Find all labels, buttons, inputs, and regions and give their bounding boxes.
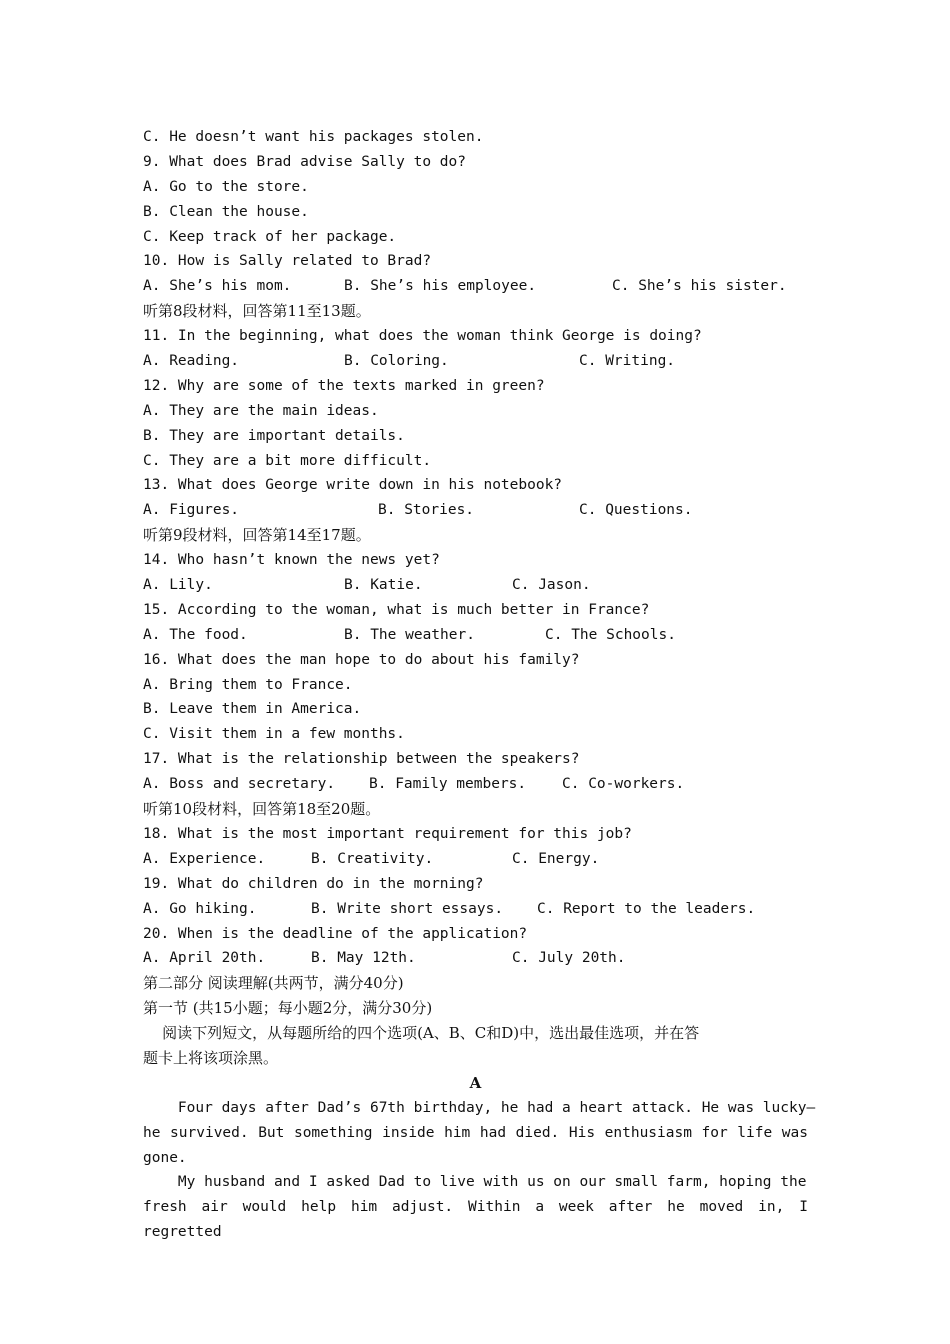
option-line: C. They are a bit more difficult. [143, 452, 432, 469]
section-heading: 听第9段材料，回答第14至17题。 [143, 526, 371, 545]
option-a: A. Experience. [143, 850, 266, 867]
option-a: A. The food. [143, 626, 248, 643]
option-a: A. Lily. [143, 577, 213, 594]
option-b: B. She’s his employee. [344, 278, 537, 295]
question-15: 15. According to the woman, what is much better in France? [143, 601, 650, 618]
option-line: A. Go to the store. [143, 178, 309, 195]
part-heading: 第二部分 阅读理解(共两节，满分40分) [143, 974, 404, 993]
option-line: C. He doesn’t want his packages stolen. [143, 129, 484, 145]
section-heading: 听第10段材料，回答第18至20题。 [143, 800, 381, 819]
options-row [143, 897, 808, 922]
question-10: 10. How is Sally related to Brad? [143, 253, 432, 270]
option-b: B. Coloring. [344, 353, 449, 370]
option-a: A. She’s his mom. [143, 278, 292, 295]
option-line: B. Leave them in America. [143, 701, 362, 718]
option-b: B. May 12th. [311, 950, 416, 967]
passage-line: fresh air would help him adjust. Within a week after he moved in, I regretted [143, 1199, 808, 1241]
option-a: A. April 20th. [143, 950, 266, 967]
options-row [143, 498, 808, 523]
options-row [143, 573, 808, 598]
options-row [143, 946, 808, 971]
question-11: 11. In the beginning, what does the woman think George is doing? [143, 328, 702, 345]
option-line: B. Clean the house. [143, 203, 309, 220]
option-c: C. July 20th. [512, 950, 626, 967]
options-row [143, 847, 808, 872]
options-row [143, 349, 808, 374]
options-row [143, 623, 808, 648]
question-9: 9. What does Brad advise Sally to do? [143, 153, 467, 170]
option-a: A. Figures. [143, 502, 240, 519]
option-c: C. The Schools. [545, 626, 676, 643]
question-19: 19. What do children do in the morning? [143, 875, 484, 892]
option-c: C. Jason. [512, 577, 591, 594]
option-c: C. Energy. [512, 850, 600, 867]
question-16: 16. What does the man hope to do about his family? [143, 651, 580, 668]
option-a: A. Go hiking. [143, 900, 257, 917]
passage-line: he survived. But something inside him had died. His enthusiasm for life was [143, 1124, 808, 1141]
passage-line: gone. [143, 1149, 187, 1166]
option-c: C. Writing. [579, 353, 676, 370]
option-c: C. She’s his sister. [612, 278, 787, 295]
passage-line: My husband and I asked Dad to live with us on our small farm, hoping the [143, 1174, 807, 1191]
passage-line: Four days after Dad’s 67th birthday, he had a heart attack. He was lucky— [143, 1099, 816, 1116]
option-line: C. Keep track of her package. [143, 228, 397, 245]
question-14: 14. Who hasn’t known the news yet? [143, 552, 440, 569]
instructions-line: 题卡上将该项涂黑。 [143, 1048, 279, 1067]
options-row [143, 274, 808, 299]
option-b: B. Creativity. [311, 850, 434, 867]
option-line: A. They are the main ideas. [143, 402, 379, 419]
question-13: 13. What does George write down in his notebook? [143, 477, 563, 494]
passage-title: A [469, 1073, 482, 1092]
option-c: C. Report to the leaders. [537, 900, 756, 917]
question-12: 12. Why are some of the texts marked in green? [143, 377, 545, 394]
instructions-line: 阅读下列短文，从每题所给的四个选项(A、B、C和D)中，选出最佳选项，并在答 [143, 1024, 700, 1043]
section-heading: 第一节 (共15小题；每小题2分，满分30分) [143, 999, 433, 1018]
option-line: C. Visit them in a few months. [143, 726, 405, 743]
option-b: B. The weather. [344, 626, 475, 643]
option-a: A. Reading. [143, 353, 240, 370]
question-17: 17. What is the relationship between the speakers? [143, 751, 580, 768]
option-line: B. They are important details. [143, 427, 405, 444]
option-b: B. Katie. [344, 577, 423, 594]
option-b: B. Write short essays. [311, 900, 504, 917]
option-line: A. Bring them to France. [143, 676, 353, 693]
option-b: B. Family members. [369, 776, 527, 793]
question-18: 18. What is the most important requirement for this job? [143, 825, 632, 842]
option-a: A. Boss and secretary. [143, 776, 336, 793]
document-page [143, 125, 816, 1241]
section-heading: 听第8段材料，回答第11至13题。 [143, 302, 371, 321]
question-20: 20. When is the deadline of the application? [143, 925, 528, 942]
options-row [143, 772, 808, 797]
option-b: B. Stories. [378, 502, 475, 519]
option-c: C. Questions. [579, 502, 693, 519]
option-c: C. Co-workers. [562, 776, 685, 793]
